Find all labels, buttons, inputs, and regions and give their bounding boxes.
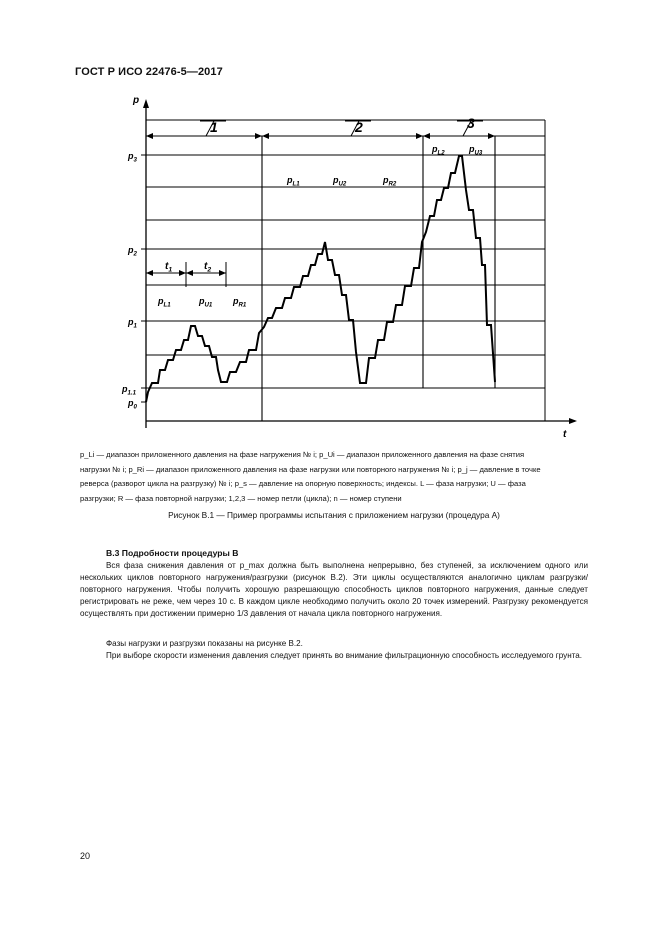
phase-label: $p_{R1}$ — [233, 296, 247, 309]
paragraph: Фазы нагрузки и разгрузки показаны на рисунке В.2. — [106, 639, 303, 648]
paragraph: При выборе скорости изменения давления следует принять во внимание фильтрационную способность исследуемого грунта. — [106, 651, 583, 660]
paragraph: Вся фаза снижения давления от p_max должна быть выполнена непрерывно, без ступеней, за исключением одного или нескольких циклов повторного нагружения/разгрузки (рисунок В.2). Эти циклы осуществляются аналогично циклам разгрузки/повторного нагружения. Чтобы получить хорошую разрешающую способность циклов повторного нагружения, данные следует регистрировать не реже, чем через 10 с. В каждом цикле необходимо получить около 20 точек измерений. Разгрузку рекомендуется осуществлять при достижении примерно 1/3 давления от начала цикла повторного нагружения. — [80, 561, 588, 618]
x-axis-arrow — [569, 418, 577, 424]
arrow-head — [416, 133, 423, 139]
phase-label: $p_{L1}$ — [158, 296, 171, 309]
phase-label: $p_{L2}$ — [432, 144, 445, 157]
x-axis-label: t — [563, 429, 567, 440]
y-tick-label: $p_0$ — [128, 398, 137, 411]
pressure-path — [146, 156, 495, 402]
arrow-head — [255, 133, 262, 139]
legend-line: нагрузки № i; p_Ri — диапазон приложенного давления на фазе нагрузки или повторного нагружения № i; p_j — давление в точке — [80, 464, 541, 474]
arrow-head — [146, 270, 153, 276]
load-program-figure — [0, 0, 661, 440]
y-tick-label: $p_3$ — [128, 151, 137, 164]
phase-label: $p_{L1}$ — [287, 175, 300, 188]
y-tick-label: $p_2$ — [128, 245, 137, 258]
phase-label: $p_{R2}$ — [383, 175, 397, 188]
figure-caption: Рисунок В.1 — Пример программы испытания с приложением нагрузки (процедура А) — [168, 510, 500, 520]
step-label: $t_1$ — [165, 261, 173, 274]
section-title: В.3 Подробности процедуры В — [106, 548, 239, 558]
loop-number: 3 — [467, 115, 475, 131]
arrow-head — [488, 133, 495, 139]
pressure-curve — [146, 156, 495, 402]
arrow-head — [179, 270, 186, 276]
y-axis-arrow — [143, 99, 149, 108]
figure-legend — [80, 448, 588, 506]
arrow-head — [219, 270, 226, 276]
legend-line: реверса (разворот цикла на разгрузку) № i; p_s — давление на опорную поверхность; индексы. L — фаза нагрузки; U — фаза — [80, 479, 526, 489]
legend-line: p_Li — диапазон приложенного давления на фазе нагружения № i; p_Ui — диапазон приложенного давления на фазе снятия — [80, 450, 525, 459]
arrow-head — [186, 270, 193, 276]
y-tick-label: $p_1$ — [128, 317, 137, 330]
phase-label: $p_{U3}$ — [469, 144, 483, 157]
y-tick-label: $p_{1.1}$ — [122, 384, 136, 397]
phase-label: $p_{U1}$ — [199, 296, 213, 309]
arrow-head — [423, 133, 430, 139]
loop-number: 1 — [210, 119, 218, 135]
y-axis-label: p — [133, 95, 140, 106]
loop-number: 2 — [355, 119, 363, 135]
legend-line: разгрузки; R — фаза повторной нагрузки; 1,2,3 — номер петли (цикла); n — номер ступени — [80, 493, 402, 503]
arrow-head — [146, 133, 153, 139]
step-label: $t_2$ — [204, 261, 212, 274]
phase-label: $p_{U2}$ — [333, 175, 347, 188]
document-header: ГОСТ Р ИСО 22476-5—2017 — [75, 66, 223, 78]
page-number: 20 — [80, 851, 91, 861]
arrow-head — [262, 133, 269, 139]
